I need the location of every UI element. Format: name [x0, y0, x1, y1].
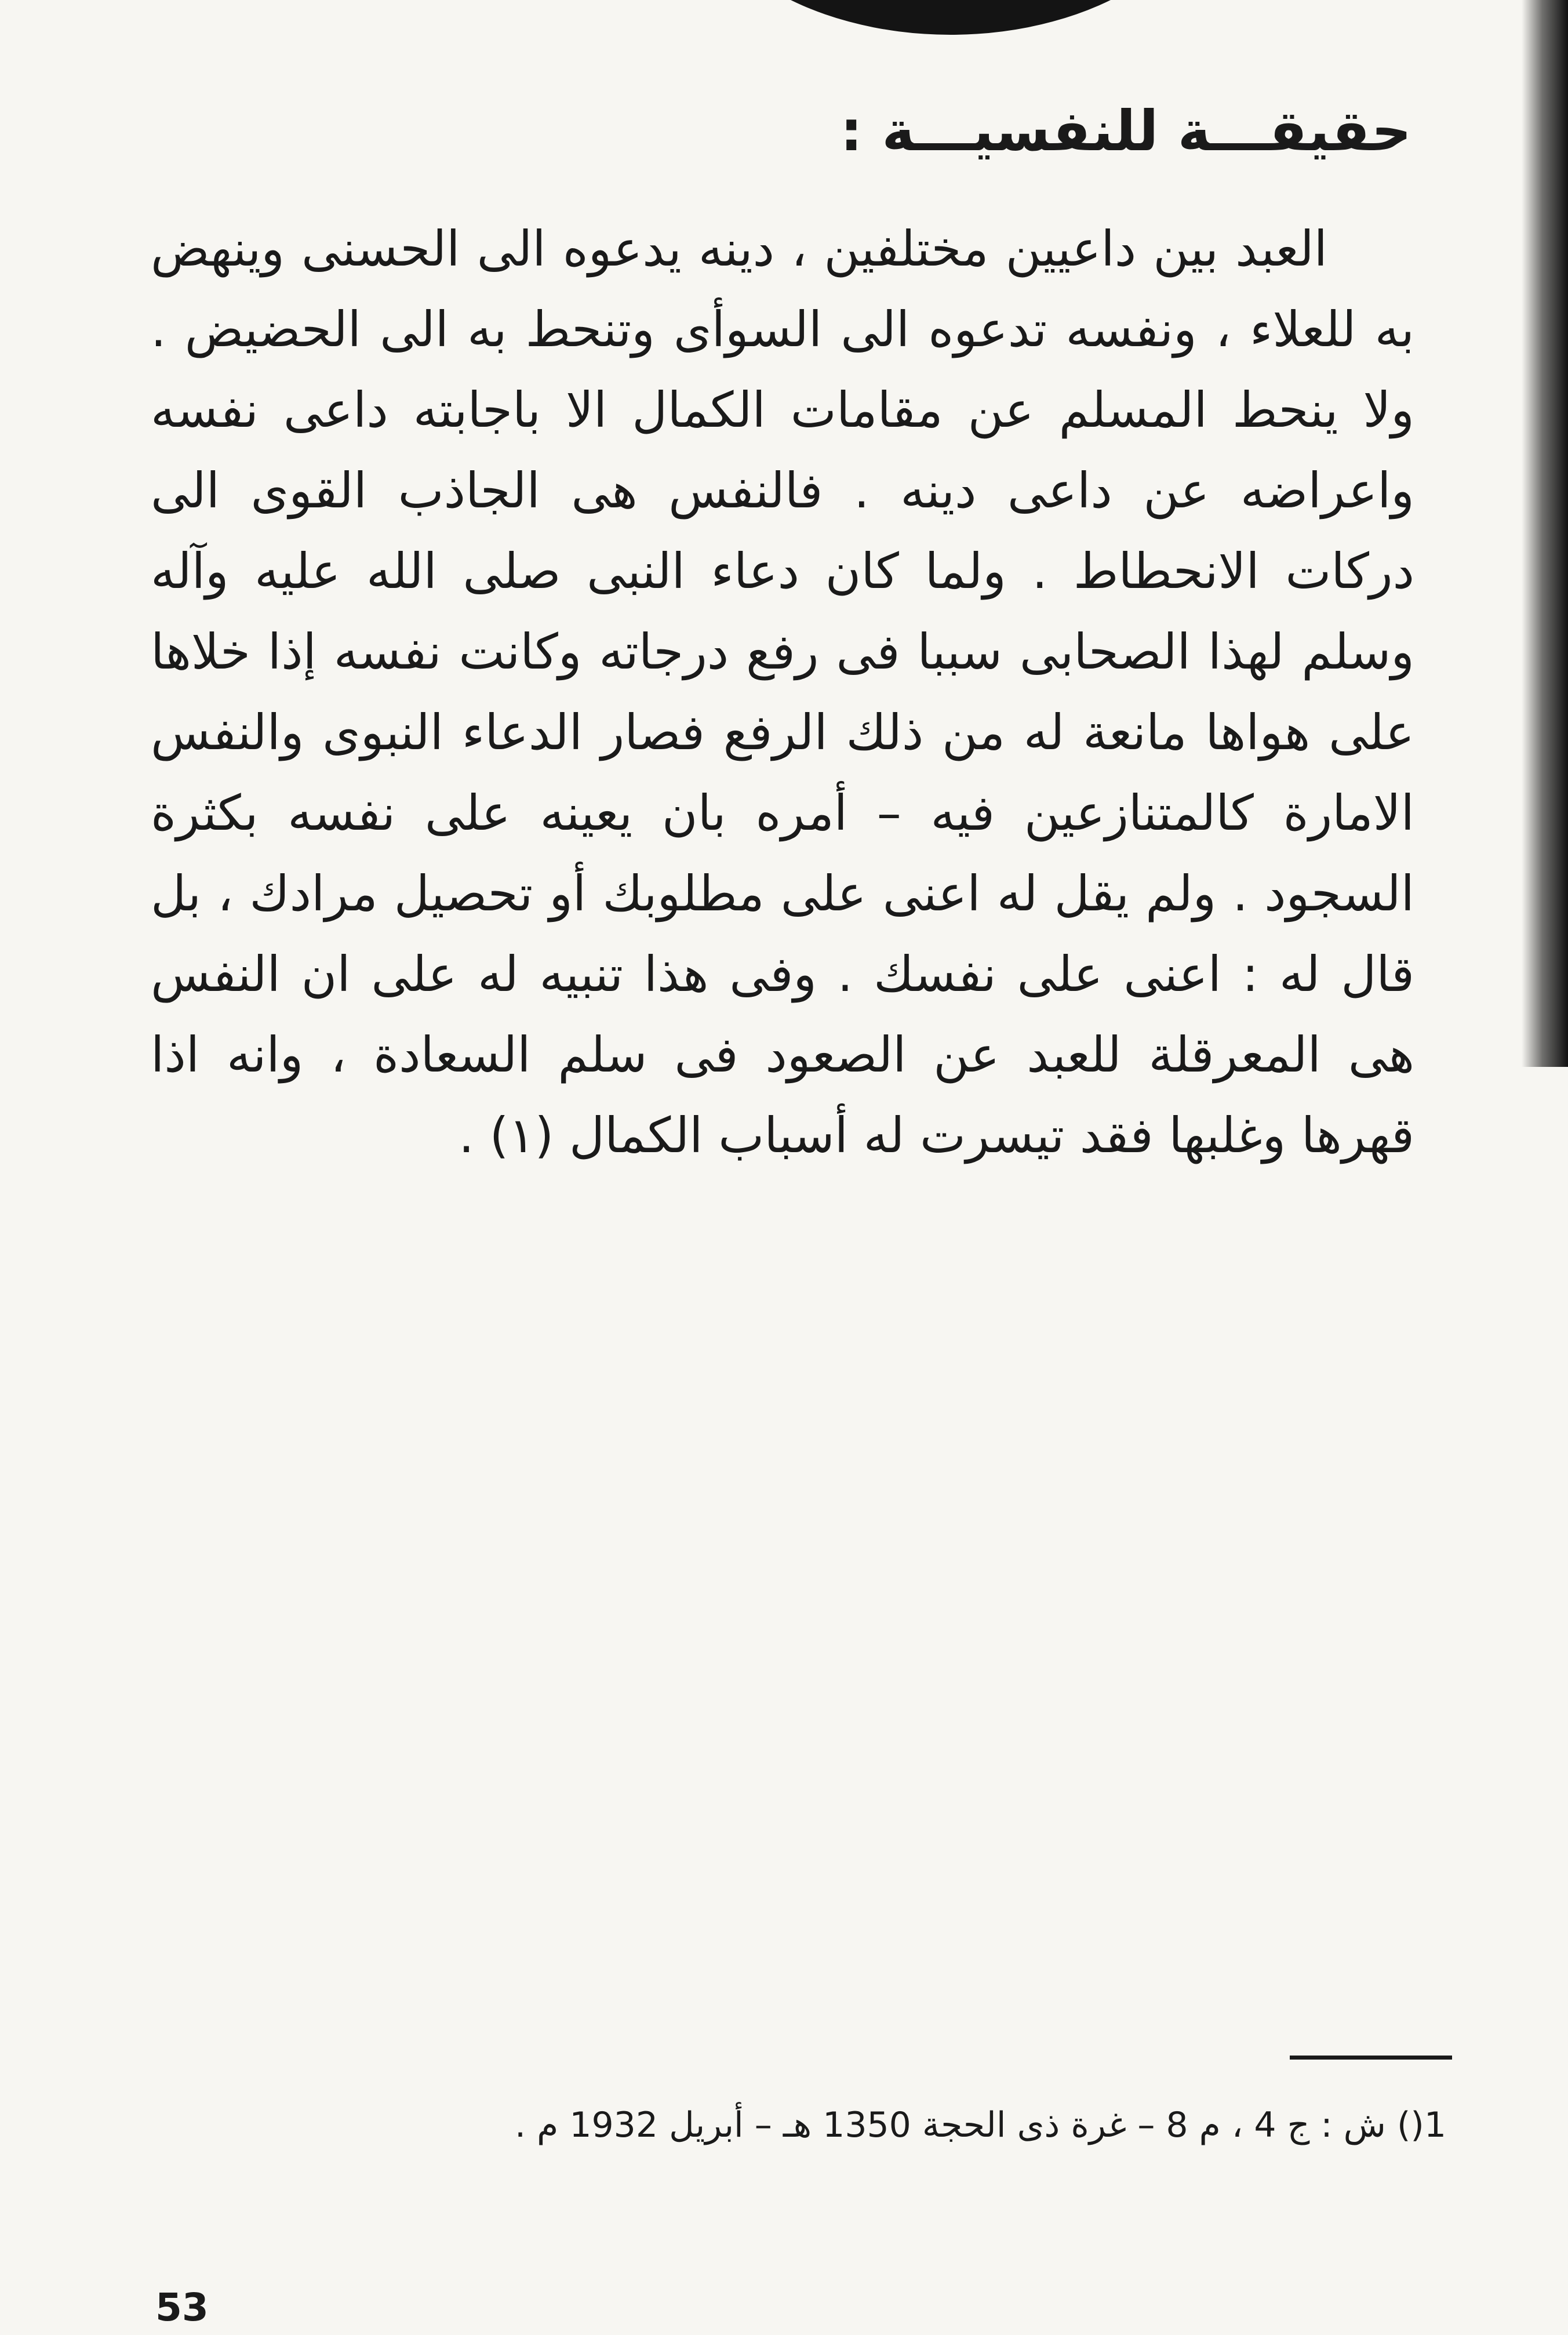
footnote: 1() ش : ج 4 ، م 8 – غرة ذى الحجة 1350 هـ – أبريل 1932 م .	[514, 2105, 1446, 2145]
scan-edge-shadow	[1522, 0, 1568, 1067]
body-text	[151, 209, 1414, 1176]
section-heading: حقيقـــة للنفسيـــة :	[840, 99, 1411, 164]
body-paragraph: العبد بين داعيين مختلفين ، دينه يدعوه الى الحسنى وينهض به للعلاء ، ونفسه تدعوه الى السوأى وتنحط به الى الحضيض . ولا ينحط المسلم عن مقامات الكمال الا باجابته داعى نفسه واعراضه عن داعى دينه . فالنفس هى الجاذب القوى الى دركات الانحطاط . ولما كان دعاء النبى صلى الله عليه وآله وسلم لهذا الصحابى سببا فى رفع درجاته وكانت نفسه إذا خلاها على هواها مانعة له من ذلك الرفع فصار الدعاء النبوى والنفس الامارة كالمتنازعين فيه – أمره بان يعينه على نفسه بكثرة السجود . ولم يقل له اعنى على مطلوبك أو تحصيل مرادك ، بل قال له : اعنى على نفسك . وفى هذا تنبيه له على ان النفس هى المعرقلة للعبد عن الصعود فى سلم السعادة ، وانه اذا قهرها وغلبها فقد تيسرت له أسباب الكمال (١) .	[151, 220, 1414, 1164]
footnote-divider	[1290, 2056, 1452, 2060]
scan-ink-blot	[684, 0, 1217, 35]
page-number: 53	[155, 2285, 209, 2330]
